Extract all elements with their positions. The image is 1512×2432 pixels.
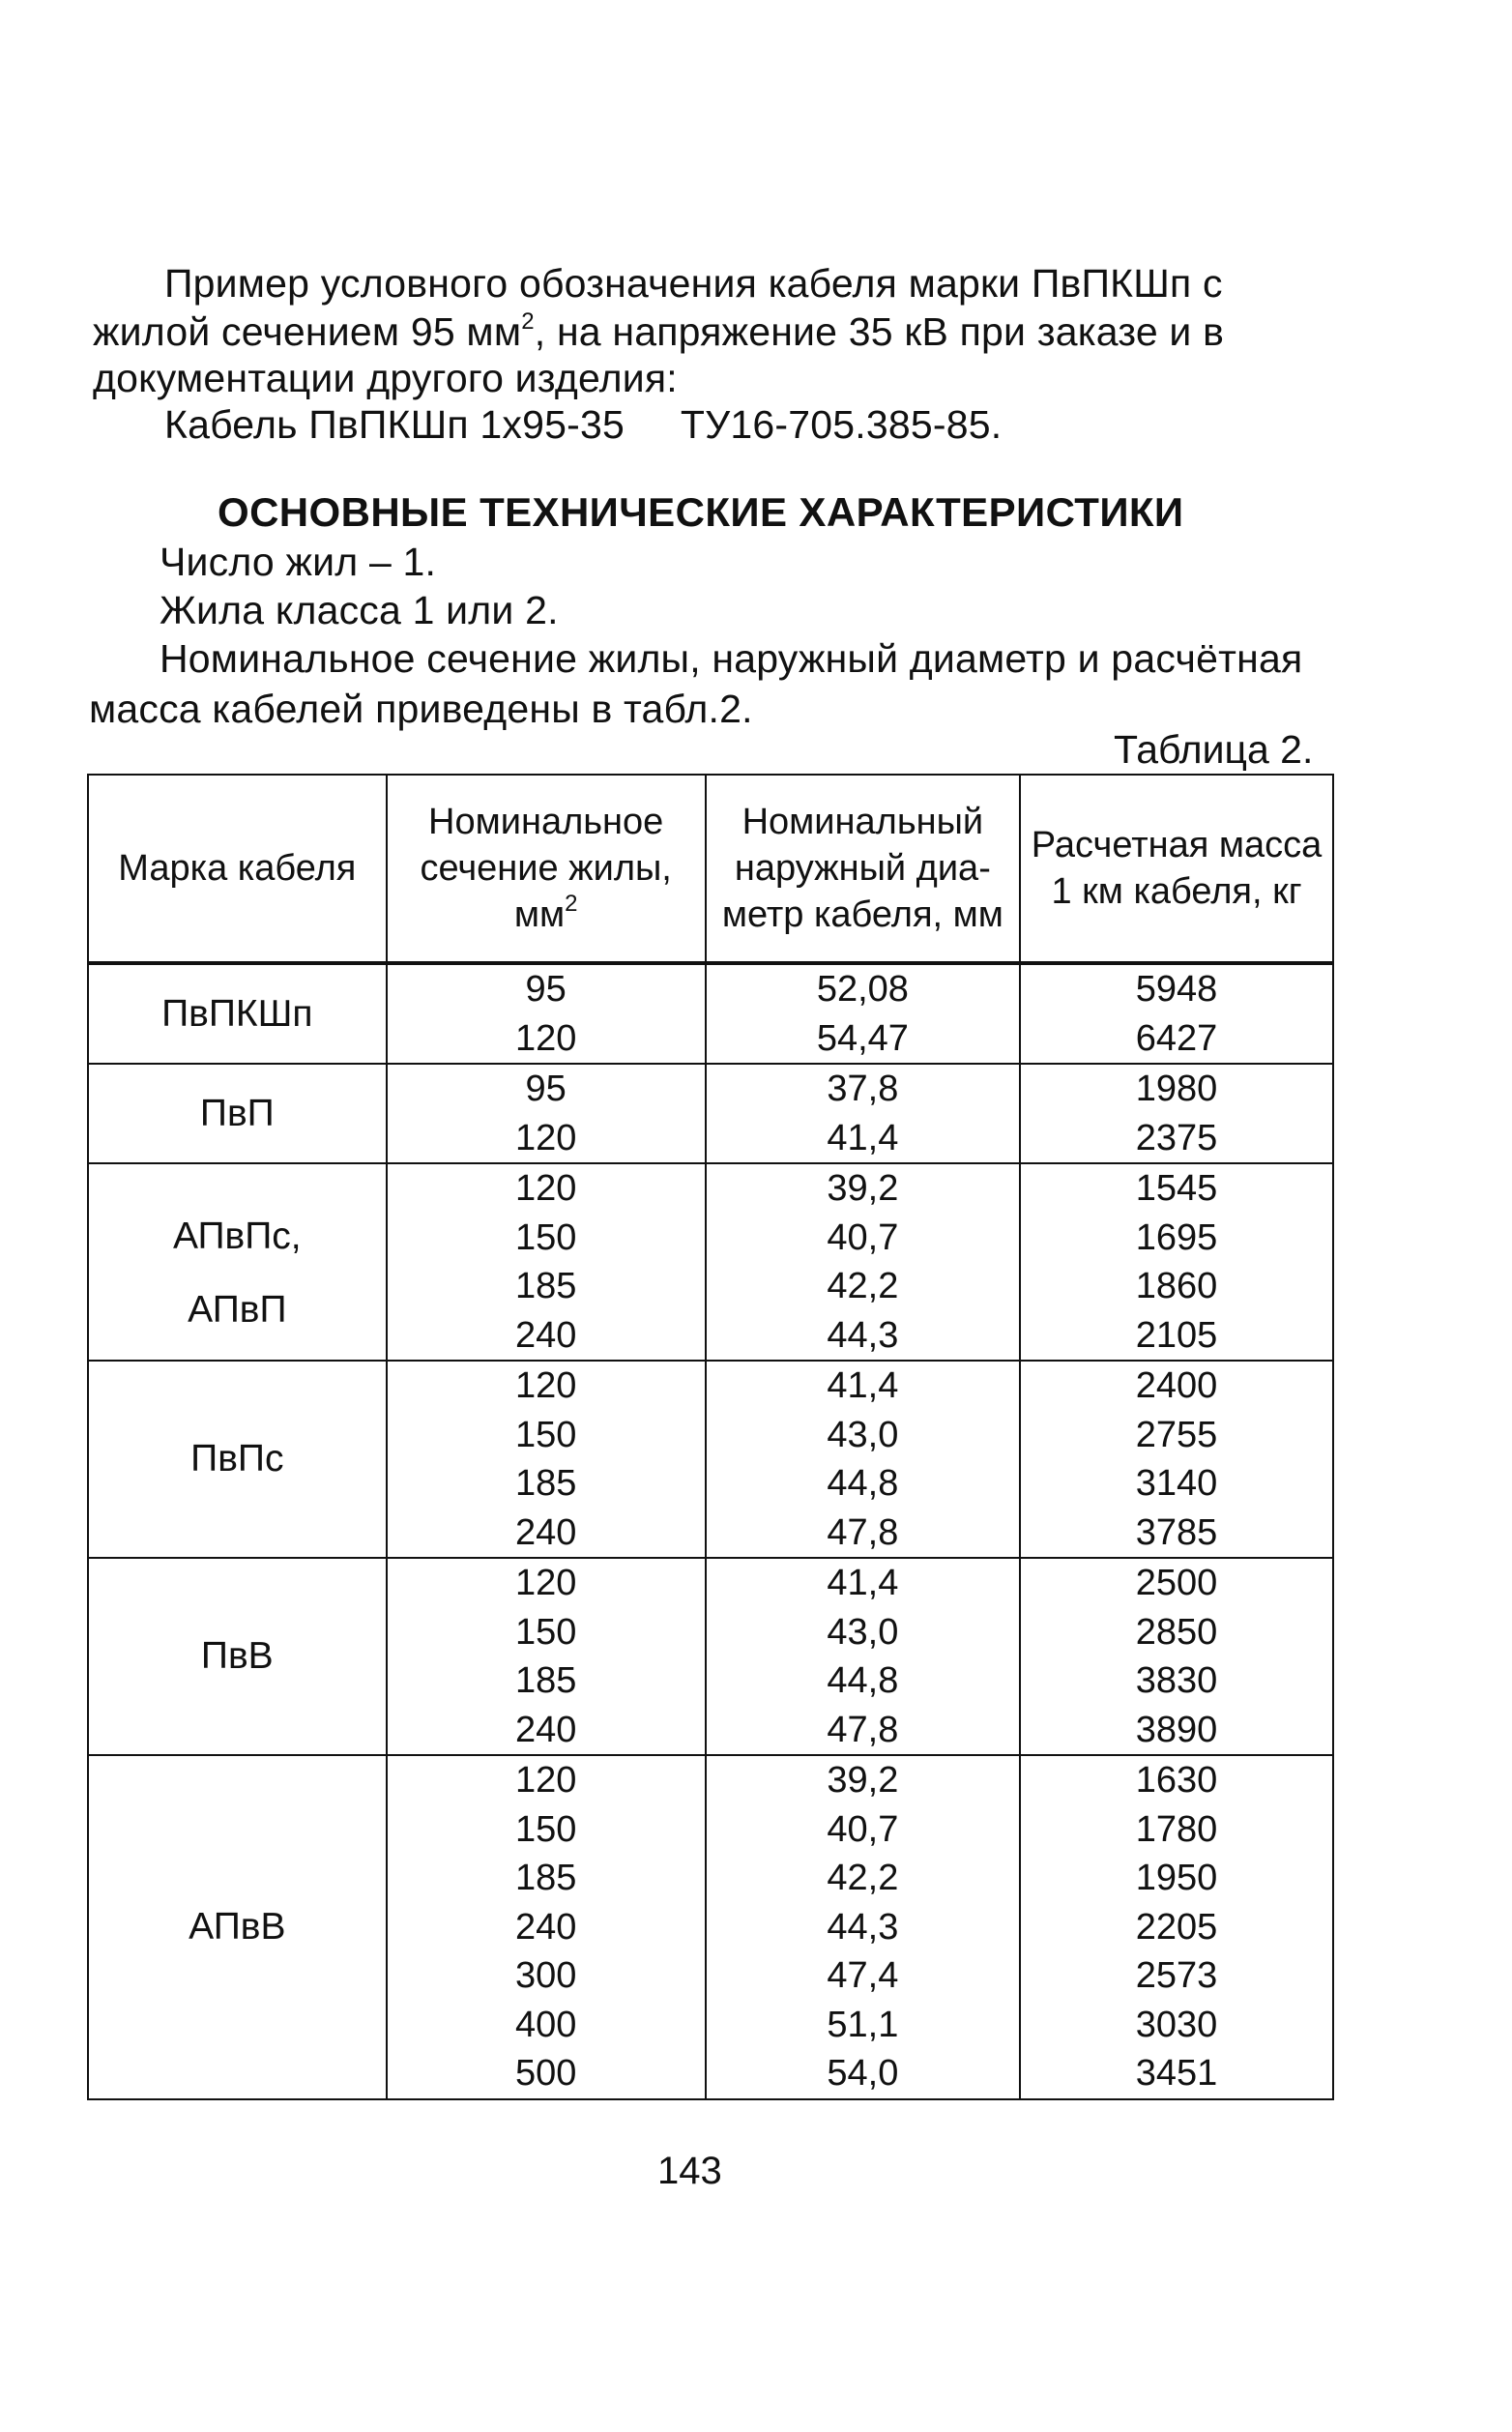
diameter-cell xyxy=(706,1163,1020,1361)
diameter-value: 44,3 xyxy=(827,1906,899,1948)
section-value: 240 xyxy=(514,1314,577,1356)
brand-cell: ПвПс xyxy=(88,1361,387,1558)
brand-name: АПвП xyxy=(188,1289,287,1331)
brand-cell: АПвВ xyxy=(88,1755,387,2099)
diameter-value: 47,8 xyxy=(827,1709,899,1750)
mass-value: 3030 xyxy=(1135,2004,1218,2045)
diameter-cell xyxy=(706,1064,1020,1163)
mass-value: 2500 xyxy=(1135,1563,1218,1603)
diameter-cell xyxy=(706,1755,1020,2099)
section-value: 120 xyxy=(514,1117,577,1158)
mass-value: 2573 xyxy=(1135,1955,1218,1996)
intro-line-4: Кабель ПвПКШп 1х95-35 ТУ16-705.385-85. xyxy=(164,402,1003,447)
intro-line-2-end: , на напряжение 35 кВ при заказе и в xyxy=(534,309,1225,354)
section-value: 240 xyxy=(514,1511,577,1553)
table-header-row xyxy=(88,775,1333,963)
section-value: 300 xyxy=(514,1955,577,1996)
brand-cell xyxy=(88,1163,387,1361)
brand-cell: ПвП xyxy=(88,1064,387,1163)
section-cell xyxy=(387,1361,706,1558)
table-row xyxy=(88,1064,1333,1163)
header-diameter: Номинальный наружный диа-метр кабеля, мм xyxy=(706,775,1020,963)
mass-value: 2850 xyxy=(1135,1611,1218,1653)
table-row xyxy=(88,1361,1333,1558)
diameter-cell xyxy=(706,963,1020,1064)
mass-value: 1630 xyxy=(1135,1760,1218,1801)
diameter-value: 40,7 xyxy=(827,1216,899,1258)
table-row xyxy=(88,1163,1333,1361)
diameter-value: 42,2 xyxy=(827,1858,899,1898)
section-cell xyxy=(387,1558,706,1755)
section-cell xyxy=(387,963,706,1064)
section-value: 120 xyxy=(514,1760,577,1801)
diameter-value: 44,8 xyxy=(827,1660,899,1701)
section-value: 95 xyxy=(525,969,567,1010)
intro-line-3: документации другого изделия: xyxy=(93,356,678,400)
section-value: 240 xyxy=(514,1709,577,1750)
section-cell xyxy=(387,1755,706,2099)
mass-cell xyxy=(1020,1163,1333,1361)
intro-line-1: Пример условного обозначения кабеля марки ПвПКШп с xyxy=(164,261,1223,306)
intro-line-2 xyxy=(93,308,1224,356)
section-value: 185 xyxy=(514,1660,577,1701)
diameter-value: 54,0 xyxy=(827,2053,899,2094)
diameter-value: 43,0 xyxy=(827,1611,899,1653)
table-row xyxy=(88,1558,1333,1755)
table-caption: Таблица 2. xyxy=(1114,727,1314,772)
section-heading: ОСНОВНЫЕ ТЕХНИЧЕСКИЕ ХАРАКТЕРИСТИКИ xyxy=(218,489,1184,535)
spec-line-4: масса кабелей приведены в табл.2. xyxy=(89,687,753,731)
mass-value: 2375 xyxy=(1135,1117,1218,1158)
mass-cell xyxy=(1020,1361,1333,1558)
diameter-value: 54,47 xyxy=(816,1017,909,1059)
mass-cell xyxy=(1020,1558,1333,1755)
mass-value: 1950 xyxy=(1135,1858,1218,1898)
brand-cell: ПвВ xyxy=(88,1558,387,1755)
brand-name: АПвПс, xyxy=(172,1215,302,1257)
section-value: 185 xyxy=(514,1266,577,1306)
diameter-value: 42,2 xyxy=(827,1266,899,1306)
mass-value: 3140 xyxy=(1135,1463,1218,1504)
diameter-value: 39,2 xyxy=(827,1168,899,1209)
section-value: 240 xyxy=(514,1906,577,1948)
section-value: 120 xyxy=(514,1563,577,1603)
spec-line-3: Номинальное сечение жилы, наружный диаметр и расчётная xyxy=(160,636,1303,681)
mass-value: 2755 xyxy=(1135,1414,1218,1455)
spec-line-2: Жила класса 1 или 2. xyxy=(160,588,559,632)
cable-table xyxy=(87,774,1334,2100)
header-mass: Расчетная масса 1 км кабеля, кг xyxy=(1020,775,1333,963)
diameter-value: 39,2 xyxy=(827,1760,899,1801)
mass-value: 5948 xyxy=(1135,969,1218,1010)
superscript-2: 2 xyxy=(521,308,535,336)
header-brand: Марка кабеля xyxy=(88,775,387,963)
mass-value: 3890 xyxy=(1135,1709,1218,1750)
section-value: 150 xyxy=(514,1611,577,1653)
header-section-text: Номинальное сечение жилы, мм xyxy=(420,802,672,935)
diameter-value: 41,4 xyxy=(827,1117,899,1158)
section-value: 95 xyxy=(525,1069,567,1109)
diameter-cell xyxy=(706,1558,1020,1755)
mass-value: 3785 xyxy=(1135,1511,1218,1553)
mass-cell xyxy=(1020,1755,1333,2099)
mass-cell xyxy=(1020,1064,1333,1163)
section-cell xyxy=(387,1064,706,1163)
section-value: 500 xyxy=(514,2053,577,2094)
section-value: 120 xyxy=(514,1017,577,1059)
mass-value: 1545 xyxy=(1135,1168,1218,1209)
section-value: 150 xyxy=(514,1216,577,1258)
diameter-value: 44,8 xyxy=(827,1463,899,1504)
diameter-value: 40,7 xyxy=(827,1808,899,1850)
mass-value: 6427 xyxy=(1135,1017,1218,1059)
diameter-value: 47,4 xyxy=(827,1955,899,1996)
mass-value: 1980 xyxy=(1135,1069,1218,1109)
table-row xyxy=(88,963,1333,1064)
mass-value: 3830 xyxy=(1135,1660,1218,1701)
section-cell xyxy=(387,1163,706,1361)
brand-cell: ПвПКШп xyxy=(88,963,387,1064)
diameter-value: 44,3 xyxy=(827,1314,899,1356)
spec-line-1: Число жил – 1. xyxy=(160,540,437,584)
diameter-cell xyxy=(706,1361,1020,1558)
diameter-value: 51,1 xyxy=(827,2004,899,2045)
section-value: 120 xyxy=(514,1168,577,1209)
mass-value: 1860 xyxy=(1135,1266,1218,1306)
section-value: 120 xyxy=(514,1365,577,1406)
mass-value: 3451 xyxy=(1135,2053,1218,2094)
mass-cell xyxy=(1020,963,1333,1064)
diameter-value: 52,08 xyxy=(816,969,909,1010)
diameter-value: 41,4 xyxy=(827,1563,899,1603)
diameter-value: 41,4 xyxy=(827,1365,899,1406)
mass-value: 1695 xyxy=(1135,1216,1218,1258)
section-value: 185 xyxy=(514,1858,577,1898)
diameter-value: 47,8 xyxy=(827,1511,899,1553)
page-number: 143 xyxy=(657,2150,722,2192)
diameter-value: 37,8 xyxy=(827,1069,899,1109)
section-value: 150 xyxy=(514,1414,577,1455)
mass-value: 2205 xyxy=(1135,1906,1218,1948)
mass-value: 1780 xyxy=(1135,1808,1218,1850)
header-section-sup: 2 xyxy=(565,891,578,918)
table-row xyxy=(88,1755,1333,2099)
spacer xyxy=(89,1261,386,1286)
diameter-value: 43,0 xyxy=(827,1414,899,1455)
mass-value: 2105 xyxy=(1135,1314,1218,1356)
section-value: 185 xyxy=(514,1463,577,1504)
section-value: 150 xyxy=(514,1808,577,1850)
intro-line-2-start: жилой сечением 95 мм xyxy=(93,309,522,354)
header-section xyxy=(387,775,706,963)
mass-value: 2400 xyxy=(1135,1365,1218,1406)
section-value: 400 xyxy=(514,2004,577,2045)
